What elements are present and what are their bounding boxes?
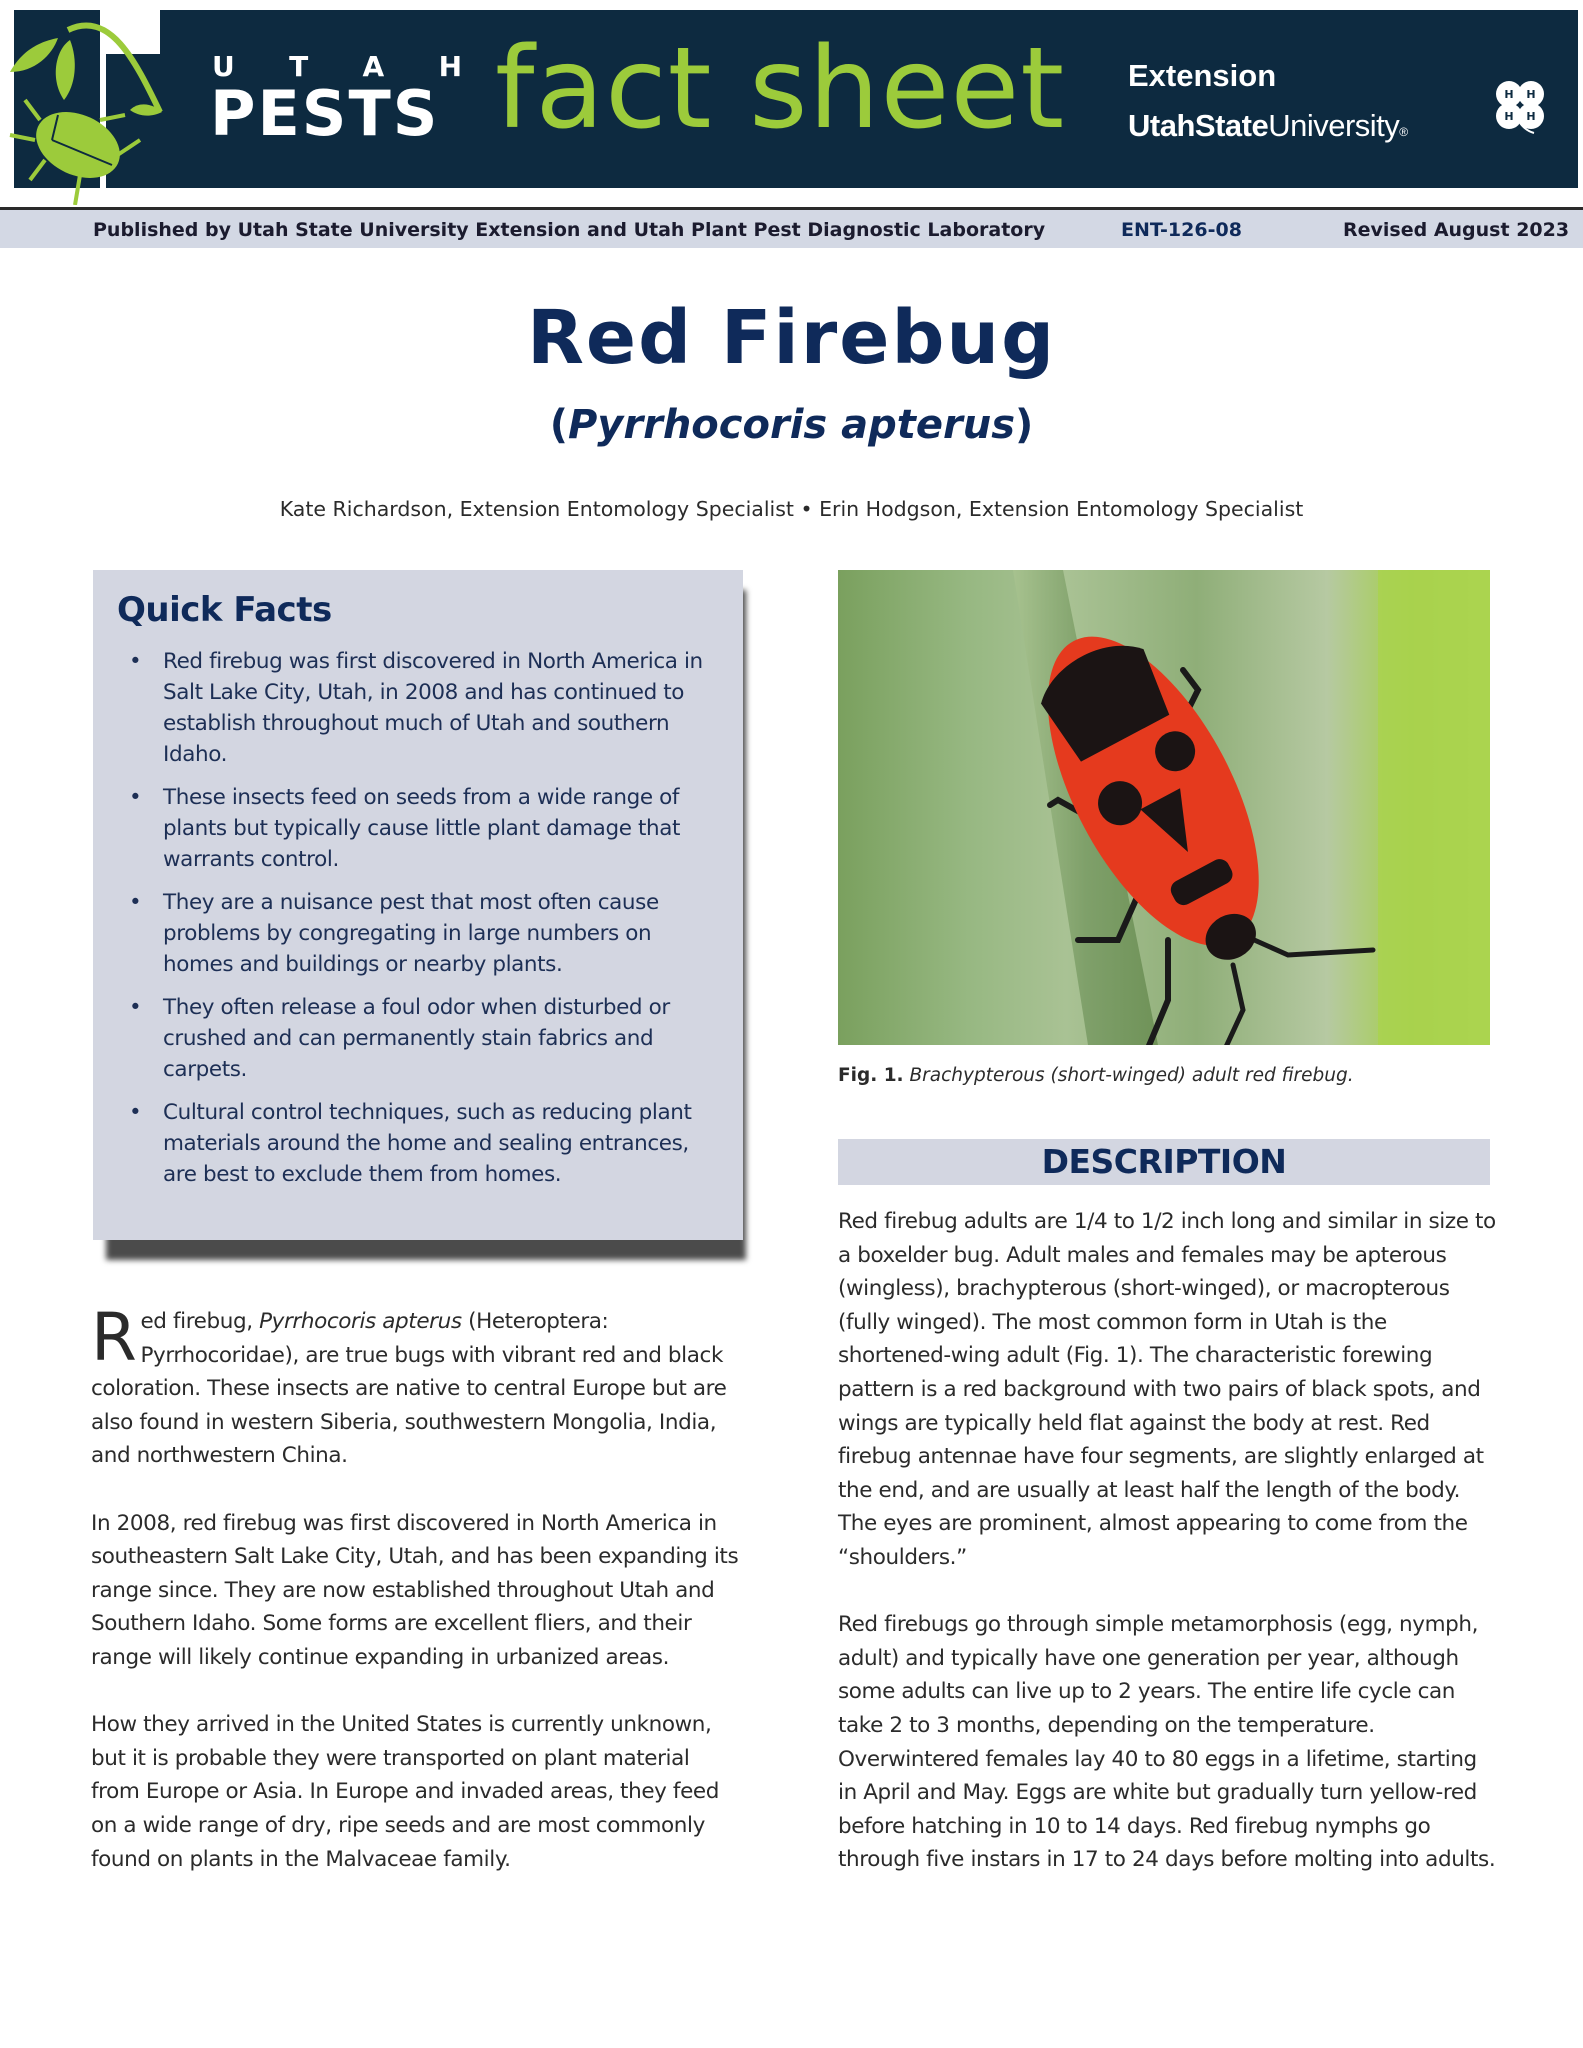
description-paragraph: Red firebug adults are 1/4 to 1/2 inch long and similar in size to a boxelder bug. Adult males and females may be apterous (wingless), brachypterous (short-winged), or macropterous (fully winged). The most common form in Utah is the shortened-wing adult (Fig. 1). The characteristic forewing pattern is a red background with two pairs of black spots, and wings are typically held flat against the body at rest. Red firebug antennae have four segments, are slightly enlarged at the end, and are usually at least half the length of the body. The eyes are prominent, almost appearing to come from the “shoulders.” [838,1209,1496,1570]
quick-fact-item: • They are a nuisance pest that most often cause problems by congregating in large numbers on homes and buildings or nearby plants. [117,887,723,980]
utah-letter: A [362,50,385,83]
red-firebug-on-grass-photo [838,570,1490,1045]
fact-sheet-wordmark: fact sheet [495,24,1066,154]
range-paragraph: In 2008, red firebug was first discovered in North America in southeastern Salt Lake City, Utah, and has been expanding its range since. They are now established throughout Utah and Southern Idaho. Some forms are excellent fliers, and their range will likely continue expanding in urbanized areas. [91,1510,739,1670]
intro-paragraph: Red firebug, Pyrrhocoris apterus (Heteroptera: Pyrrhocoridae), are true bugs with vibrant red and black coloration. These insects are native to central Europe but are also found in western Siberia, southwestern Mongolia, India, and northwestern China. [91,1299,727,1469]
intro-column [91,1299,741,1910]
drop-cap: R [91,1299,137,1376]
utah-letter: T [289,50,309,83]
pests-wordmark: PESTS [210,77,440,150]
arrival-paragraph: How they arrived in the United States is currently unknown, but it is probable they were transported on plant material from Europe or Asia. In Europe and invaded areas, they feed on a wide range of dry, ripe seeds and are most commonly found on plants in the Malvaceae family. [91,1712,719,1872]
publication-bar [0,210,1583,248]
svg-text:H: H [1504,110,1514,123]
description-column [838,1205,1498,1910]
bullet-icon: • [129,1100,142,1125]
document-code: ENT-126-08 [1121,219,1242,241]
page-title: Red Firebug [526,295,1057,381]
bug-and-leaf-logo-icon [0,0,175,205]
quick-facts-list [117,646,723,1190]
4h-clover-icon [1490,75,1550,135]
bullet-icon: • [129,785,142,810]
svg-text:H: H [1504,88,1514,101]
quick-fact-item: • These insects feed on seeds from a wide range of plants but typically cause little plant damage that warrants control. [117,782,723,875]
svg-text:H: H [1526,88,1536,101]
publisher-text: Published by Utah State University Extension and Utah Plant Pest Diagnostic Laboratory [93,219,1046,241]
firebug-illustration [838,570,1490,1045]
quick-fact-item: • Cultural control techniques, such as reducing plant materials around the home and sealing entrances, are best to exclude them from homes. [117,1097,723,1190]
lifecycle-paragraph: Red firebugs go through simple metamorphosis (egg, nymph, adult) and typically have one generation per year, although some adults can live up to 2 years. The entire life cycle can take 2 to 3 months, depending on the temperature. Overwintered females lay 40 to 80 eggs in a lifetime, starting in April and May. Eggs are white but gradually turn yellow-red before hatching in 10 to 14 days. Red firebug nymphs go through five instars in 17 to 24 days before molting into adults. [838,1612,1496,1873]
bullet-icon: • [129,890,142,915]
utah-letter: H [438,50,462,83]
figure-caption: Fig. 1. Brachypterous (short-winged) adult red firebug. [838,1065,1354,1086]
utah-letter: U [212,50,235,83]
extension-label: Extension [1128,58,1277,93]
quick-facts-box [93,570,743,1240]
author-line: Kate Richardson, Extension Entomology Specialist • Erin Hodgson, Extension Entomology Specialist [279,497,1304,521]
revised-date: Revised August 2023 [1343,219,1570,241]
bullet-icon: • [129,995,142,1020]
usu-logo-text: UtahStateUniversity® [1128,108,1408,143]
quick-fact-item: • Red firebug was first discovered in North America in Salt Lake City, Utah, in 2008 and has continued to establish throughout much of Utah and southern Idaho. [117,646,723,770]
bullet-icon: • [129,649,142,674]
quick-facts-heading: Quick Facts [117,590,332,630]
scientific-name: (Pyrrhocoris apterus) [549,402,1034,448]
svg-text:H: H [1526,110,1536,123]
description-heading: DESCRIPTION [838,1139,1490,1185]
quick-fact-item: • They often release a foul odor when disturbed or crushed and can permanently stain fabrics and carpets. [117,992,723,1085]
